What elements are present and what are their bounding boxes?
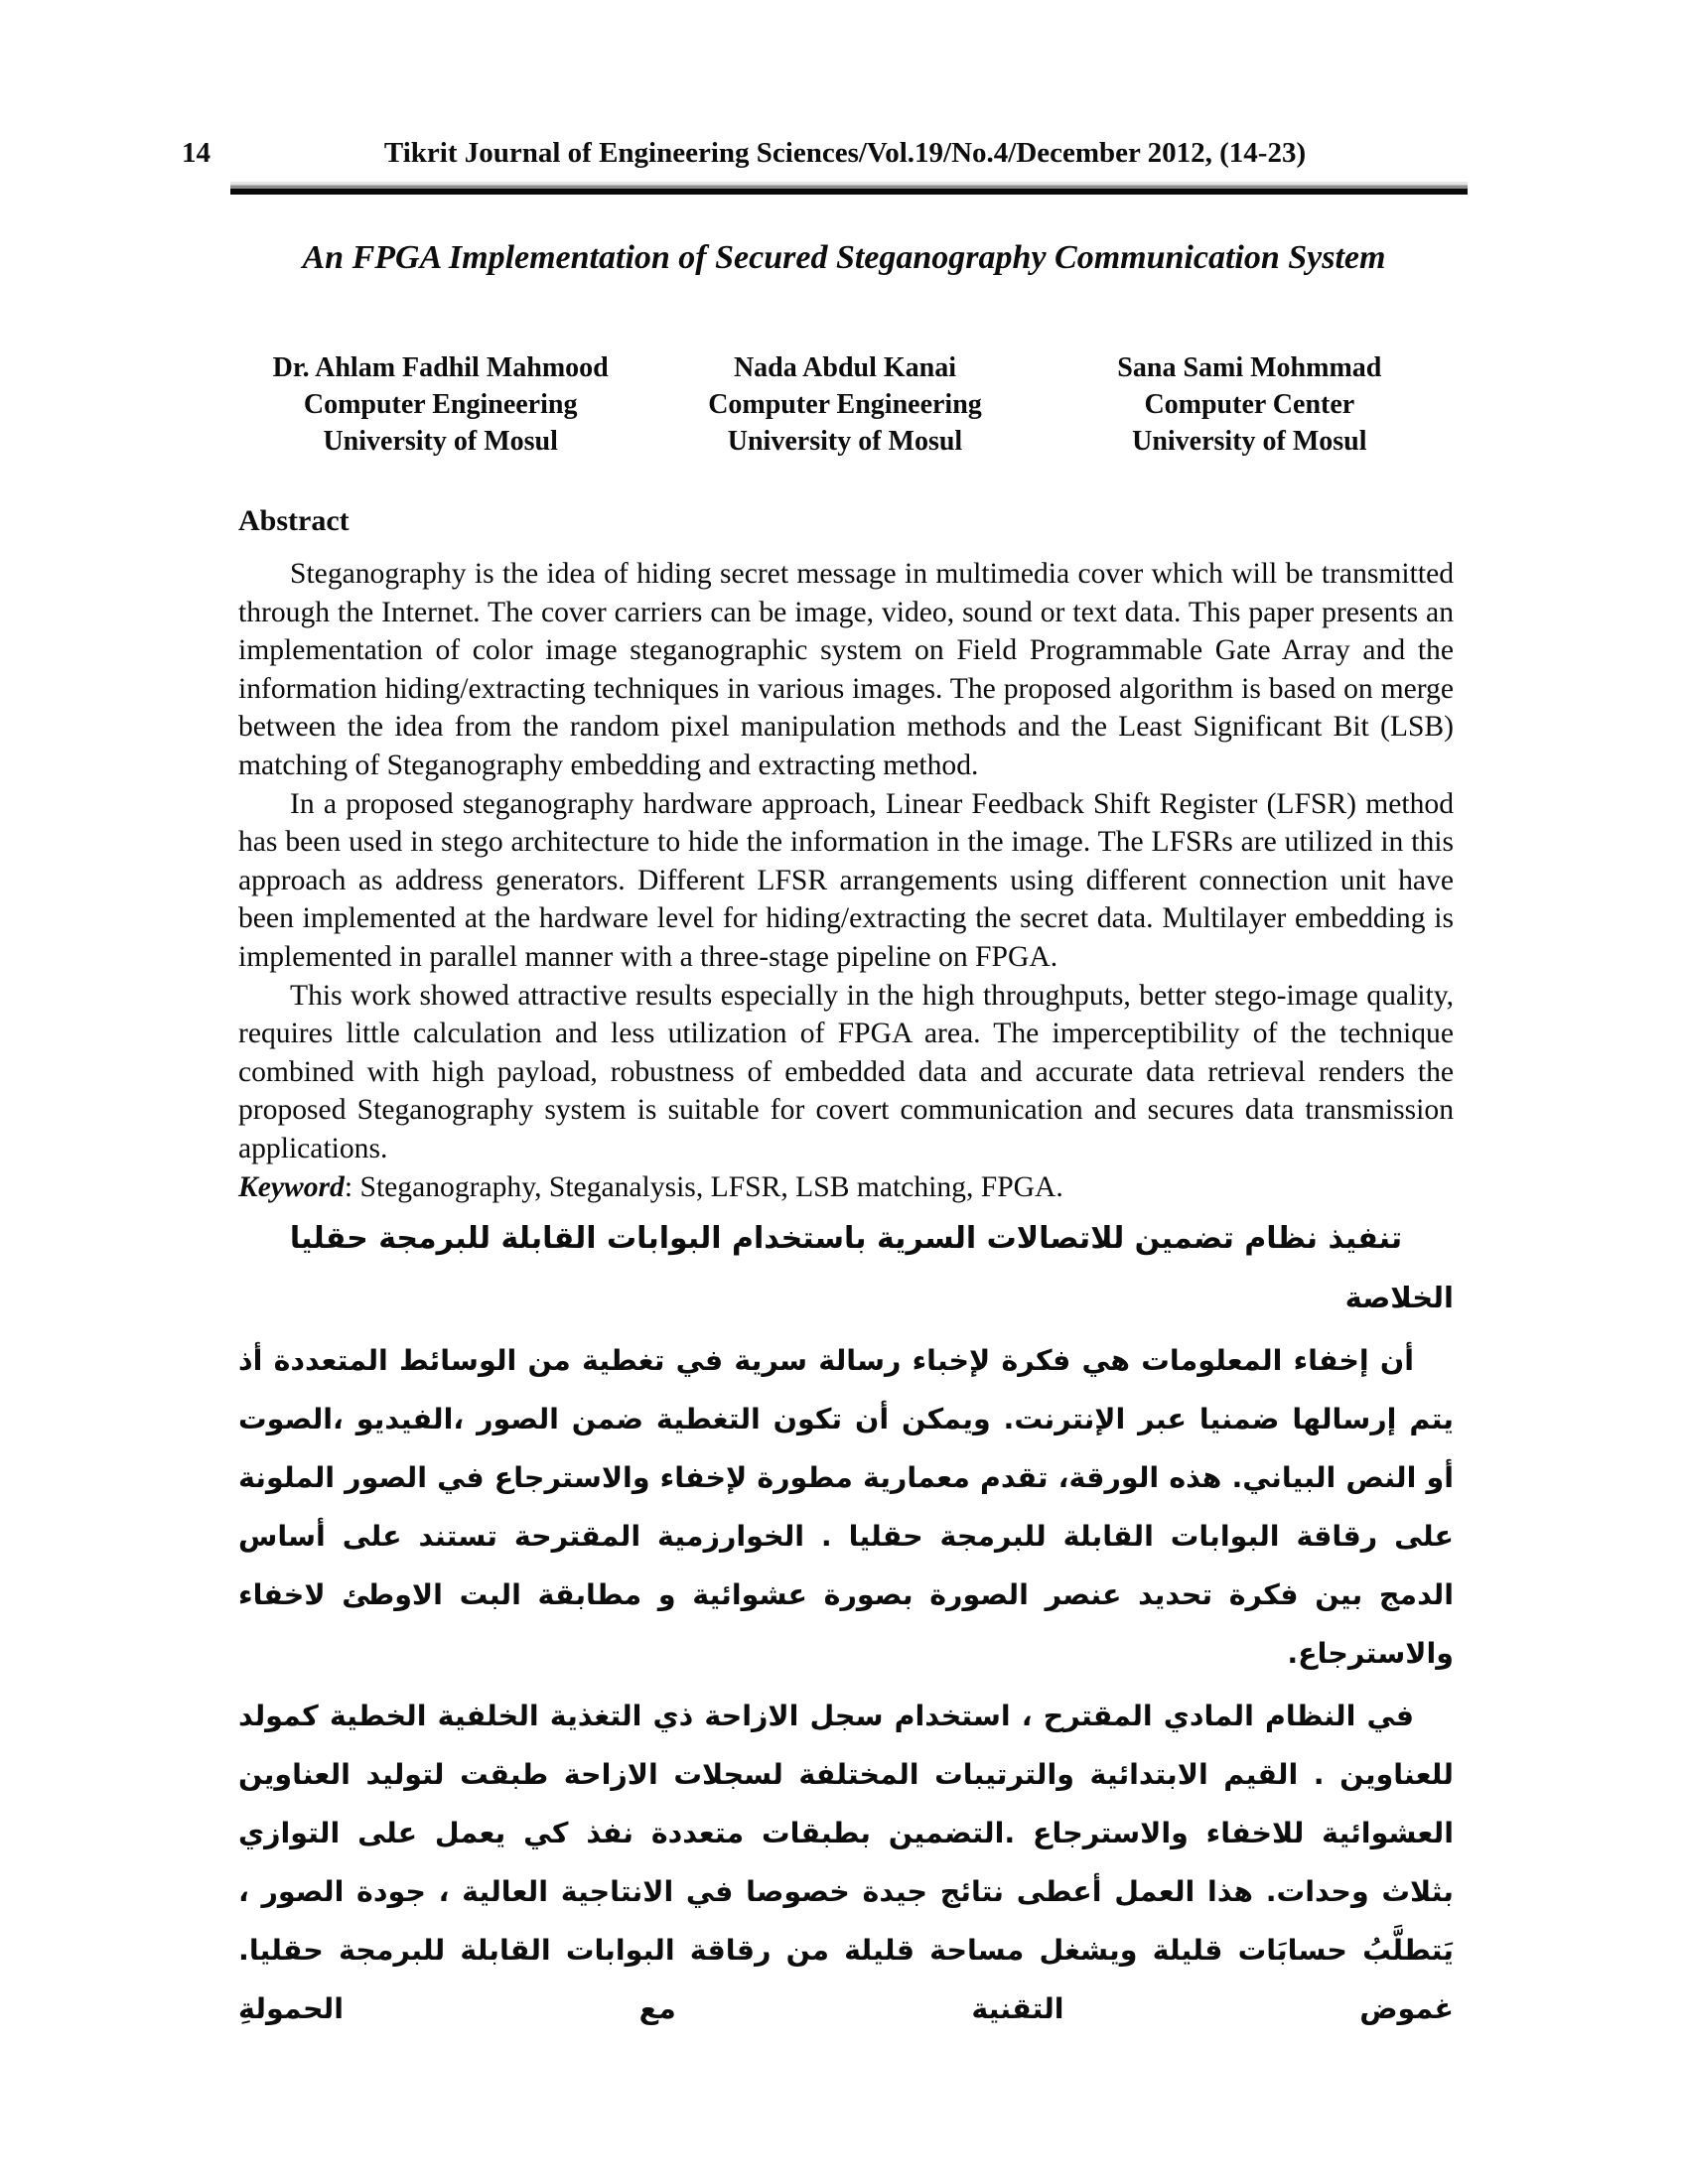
- arabic-title: تنفيذ نظام تضمين للاتصالات السرية باستخدام البوابات القابلة للبرمجة حقليا: [289, 1221, 1403, 1257]
- author-column-2: [642, 349, 1047, 460]
- authors-block: [238, 349, 1452, 460]
- abstract-paragraph-1: Steganography is the idea of hiding secret message in multimedia cover which will be transmitted through the Internet. The cover carriers can be image, video, sound or text data. This paper presents an implementation of color image steganographic system on Field Programmable Gate Array and the information hiding/extracting techniques in various images. The proposed algorithm is based on merge between the idea from the random pixel manipulation methods and the Least Significant Bit (LSB) matching of Steganography embedding and extracting method.: [238, 558, 1454, 781]
- author-university: University of Mosul: [1132, 426, 1367, 457]
- author-column-3: [1048, 349, 1452, 460]
- journal-header: Tikrit Journal of Engineering Sciences/Vol.19/No.4/December 2012, (14-23): [383, 137, 1307, 169]
- abstract-paragraph-2: In a proposed steganography hardware approach, Linear Feedback Shift Register (LFSR) method has been used in stego architecture to hide the information in the image. The LFSRs are utilized in this approach as address generators. Different LFSR arrangements using different connection unit have been implemented at the hardware level for hiding/extracting the secret data. Multilayer embedding is implemented in parallel manner with a three-stage pipeline on FPGA.: [238, 787, 1454, 973]
- author-department: Computer Engineering: [708, 389, 982, 420]
- keywords-line: [238, 1168, 1454, 1207]
- author-university: University of Mosul: [323, 426, 558, 457]
- keywords-label: Keyword: [238, 1170, 345, 1203]
- header-rule: [230, 182, 1468, 195]
- author-column-1: [238, 349, 642, 460]
- page-number: 14: [182, 137, 211, 169]
- author-name: Nada Abdul Kanai: [733, 352, 957, 383]
- author-name: Sana Sami Mohmmad: [1117, 352, 1382, 383]
- abstract-heading: Abstract: [238, 504, 350, 537]
- author-department: Computer Engineering: [303, 389, 578, 420]
- abstract-paragraph-3: This work showed attractive results especially in the high throughputs, better stego-image quality, requires little calculation and less utilization of FPGA area. The imperceptibility of the technique combined with high payload, robustness of embedded data and accurate data retrieval renders the proposed Steganography system is suitable for covert communication and secures data transmission applications.: [238, 979, 1454, 1164]
- page-body: [238, 501, 1454, 2038]
- paper-title: An FPGA Implementation of Secured Steganography Communication System: [302, 239, 1386, 276]
- arabic-paragraph-2: في النظام المادي المقترح ، استخدام سجل الازاحة ذي التغذية الخلفية الخطية كمولد للعناوين . القيم الابتدائية والترتيبات المختلفة لسجلات الازاحة طبقت لتوليد العناوين العشوائية للاخفاء والاسترجاع .التضمين بطبقات متعددة نفذ كي يعمل على التوازي بثلاث وحدات. هذا العمل أعطى نتائج جيدة خصوصا في الانتاجية العالية ، جودة الصور ، يَتطلَّبُ حسابَات قليلة ويشغل مساحة قليلة من رقاقة البوابات القابلة للبرمجة حقليا. غموض التقنية مع الحمولةِ: [238, 1700, 1454, 2026]
- author-university: University of Mosul: [727, 426, 963, 457]
- arabic-paragraph-1: أن إخفاء المعلومات هي فكرة لإخباء رسالة سرية في تغطية من الوسائط المتعددة أذ يتم إرسالها ضمنيا عبر الإنترنت. ويمكن أن تكون التغطية ضمن الصور ،الفيديو ،الصوت أو النص البياني. هذه الورقة، تقدم معمارية مطورة لإخفاء والاسترجاع في الصور الملونة على رقاقة البوابات القابلة للبرمجة حقليا . الخوارزمية المقترحة تستند على أساس الدمج بين فكرة تحديد عنصر الصورة بصورة عشوائية و مطابقة البت الاوطئ لاخفاء والاسترجاع.: [238, 1344, 1454, 1671]
- keywords-list: : Steganography, Steganalysis, LFSR, LSB matching, FPGA.: [344, 1170, 1063, 1203]
- author-department: Computer Center: [1144, 389, 1355, 420]
- author-name: Dr. Ahlam Fadhil Mahmood: [272, 352, 609, 383]
- arabic-abstract-heading: الخلاصة: [1344, 1281, 1454, 1315]
